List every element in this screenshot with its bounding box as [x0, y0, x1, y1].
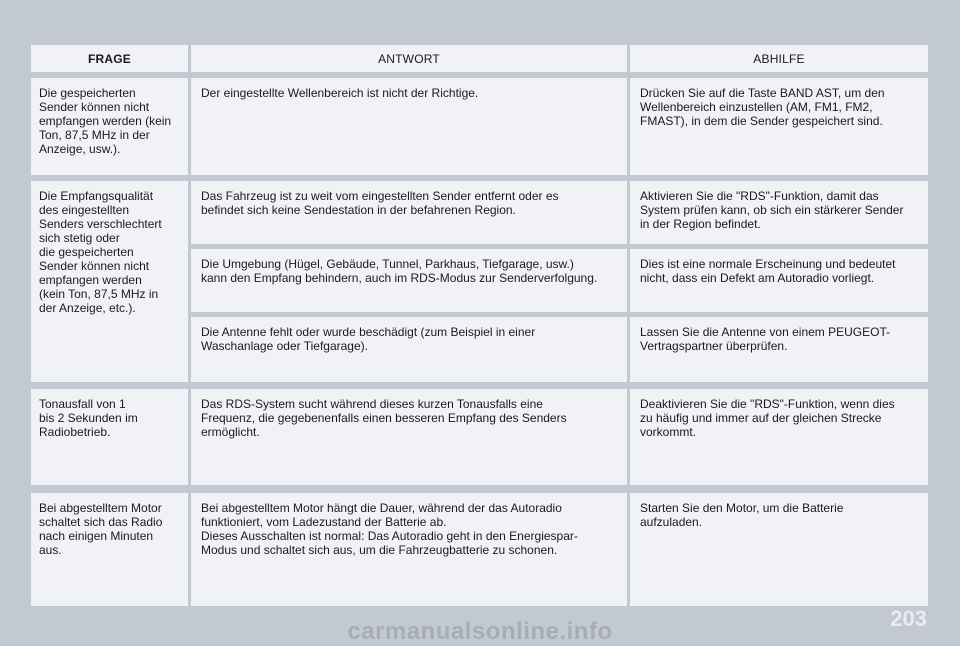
remedy-cell: Drücken Sie auf die Taste BAND AST, um den Wellenbereich einzustellen (AM, FM1, FM2, FMAST), in dem die Sender gespeichert sind. — [630, 78, 928, 175]
remedy-cell: Dies ist eine normale Erscheinung und bedeutet nicht, dass ein Defekt am Autoradio vorliegt. — [630, 249, 928, 312]
remedy-cell: Deaktivieren Sie die "RDS"-Funktion, wenn dies zu häufig und immer auf der gleichen Strecke vorkommt. — [630, 389, 928, 485]
page-number: 203 — [890, 606, 927, 631]
answer-cell: Das RDS-System sucht während dieses kurzen Tonausfalls eine Frequenz, die gegebenenfalls einen besseren Empfang des Senders ermöglicht. — [191, 389, 627, 485]
header-abhilfe: ABHILFE — [630, 45, 928, 72]
header-antwort: ANTWORT — [191, 45, 627, 72]
answer-cell: Bei abgestelltem Motor hängt die Dauer, während der das Autoradio funktioniert, vom Ladezustand der Batterie ab. Dieses Ausschalten ist normal: Das Autoradio geht in den Energiespar- Modus und schaltet sich aus, um die Fahrzeugbatterie zu schonen. — [191, 493, 627, 606]
watermark: carmanualsonline.info — [347, 618, 613, 645]
question-cell: Die gespeicherten Sender können nicht empfangen werden (kein Ton, 87,5 MHz in der Anzeige, usw.). — [31, 78, 188, 175]
question-cell: Tonausfall von 1 bis 2 Sekunden im Radiobetrieb. — [31, 389, 188, 485]
remedy-cell: Aktivieren Sie die "RDS"-Funktion, damit das System prüfen kann, ob sich ein stärkerer Sender in der Region befindet. — [630, 181, 928, 244]
question-cell: Bei abgestelltem Motor schaltet sich das Radio nach einigen Minuten aus. — [31, 493, 188, 606]
remedy-cell: Lassen Sie die Antenne von einem PEUGEOT- Vertragspartner überprüfen. — [630, 317, 928, 382]
question-cell: Die Empfangsqualität des eingestellten Senders verschlechtert sich stetig oder die gespeicherten Sender können nicht empfangen werden (kein Ton, 87,5 MHz in der Anzeige, etc.). — [31, 181, 188, 382]
answer-cell: Die Antenne fehlt oder wurde beschädigt (zum Beispiel in einer Waschanlage oder Tiefgarage). — [191, 317, 627, 382]
answer-cell: Das Fahrzeug ist zu weit vom eingestellten Sender entfernt oder es befindet sich keine Sendestation in der befahrenen Region. — [191, 181, 627, 244]
header-frage: FRAGE — [31, 45, 188, 72]
answer-cell: Die Umgebung (Hügel, Gebäude, Tunnel, Parkhaus, Tiefgarage, usw.) kann den Empfang behindern, auch im RDS-Modus zur Senderverfolgung. — [191, 249, 627, 312]
remedy-cell: Starten Sie den Motor, um die Batterie aufzuladen. — [630, 493, 928, 606]
answer-cell: Der eingestellte Wellenbereich ist nicht der Richtige. — [191, 78, 627, 175]
